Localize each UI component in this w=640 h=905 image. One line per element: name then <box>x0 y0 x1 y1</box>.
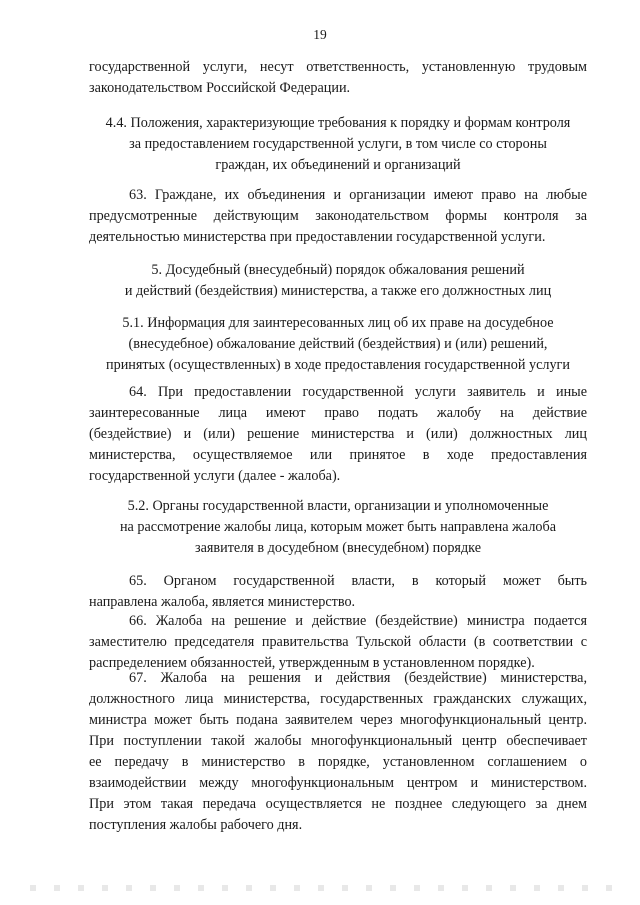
heading-line: принятых (осуществленных) в ходе предоставления государственной услуги <box>106 357 570 373</box>
paragraph-67 <box>89 668 587 836</box>
heading-line: за предоставлением государственной услуги, в том числе со стороны <box>129 136 547 152</box>
paragraph-63 <box>89 185 587 248</box>
text-line: 63. Граждане, их объединения и организации имеют право на любые <box>129 187 587 203</box>
text-line: ее передачу в министерство в порядке, установленном соглашением о <box>89 754 587 770</box>
section-heading-4-4 <box>70 113 606 176</box>
text-line: 67. Жалоба на решения и действия (бездействие) министерства, <box>129 670 587 686</box>
text-line: государственной услуги (далее - жалоба). <box>89 468 341 484</box>
paragraph-65 <box>89 571 587 613</box>
section-heading-5-2 <box>70 496 606 559</box>
text-line: деятельностью министерства при предоставлении государственной услуги. <box>89 229 546 245</box>
text-line: министра может быть подана заявителем через многофункциональный центр. <box>89 712 587 728</box>
section-heading-5-1 <box>70 313 606 376</box>
text-line: заинтересованные лица имеют право подать жалобу на действие <box>89 405 587 421</box>
heading-line: (внесудебное) обжалование действий (бездействия) и (или) решений, <box>128 336 548 352</box>
heading-line: граждан, их объединений и организаций <box>215 157 461 173</box>
text-line: предусмотренные действующим законодательством формы контроля за <box>89 208 587 224</box>
page-number: 19 <box>313 27 327 42</box>
text-line: заместителю председателя правительства Тульской области (в соответствии с <box>89 634 587 650</box>
heading-line: на рассмотрение жалобы лица, которым может быть направлена жалоба <box>119 519 557 535</box>
text-line: (бездействие) и (или) решение министерства и (или) должностных лиц <box>89 426 587 442</box>
continuation-paragraph <box>89 57 587 99</box>
paragraph-64 <box>89 382 587 487</box>
heading-line: 4.4. Положения, характеризующие требования к порядку и формам контроля <box>105 115 571 131</box>
text-line: 64. При предоставлении государственной услуги заявитель и иные <box>129 384 587 400</box>
text-line: 65. Органом государственной власти, в который может быть <box>129 573 587 589</box>
text-line: законодательством Российской Федерации. <box>89 80 351 96</box>
text-line: направлена жалоба, является министерство. <box>89 594 356 610</box>
heading-line: 5.2. Органы государственной власти, организации и уполномоченные <box>127 498 549 514</box>
text-line: 66. Жалоба на решение и действие (бездействие) министра подается <box>129 613 587 629</box>
text-line: государственной услуги, несут ответственность, установленную трудовым <box>89 59 587 75</box>
text-line: взаимодействии между многофункциональным центром и министерством. <box>89 775 587 791</box>
paragraph-66 <box>89 611 587 674</box>
text-line: распределением обязанностей, утвержденным в установленном порядке). <box>89 655 535 671</box>
heading-line: и действий (бездействия) министерства, а также его должностных лиц <box>124 283 552 299</box>
section-heading-5 <box>70 260 606 302</box>
text-line: министерства, осуществляемое или принятое в ходе предоставления <box>89 447 587 463</box>
scan-artifact <box>30 885 620 891</box>
heading-line: заявителя в досудебном (внесудебном) порядке <box>195 540 481 556</box>
text-line: поступления жалобы рабочего дня. <box>89 817 303 833</box>
text-line: При этом такая передача осуществляется не позднее следующего за днем <box>89 796 587 812</box>
text-line: При поступлении такой жалобы многофункциональный центр обеспечивает <box>89 733 587 749</box>
text-line: должностного лица министерства, государственных гражданских служащих, <box>89 691 587 707</box>
heading-line: 5.1. Информация для заинтересованных лиц об их праве на досудебное <box>122 315 554 331</box>
heading-line: 5. Досудебный (внесудебный) порядок обжалования решений <box>151 262 525 278</box>
